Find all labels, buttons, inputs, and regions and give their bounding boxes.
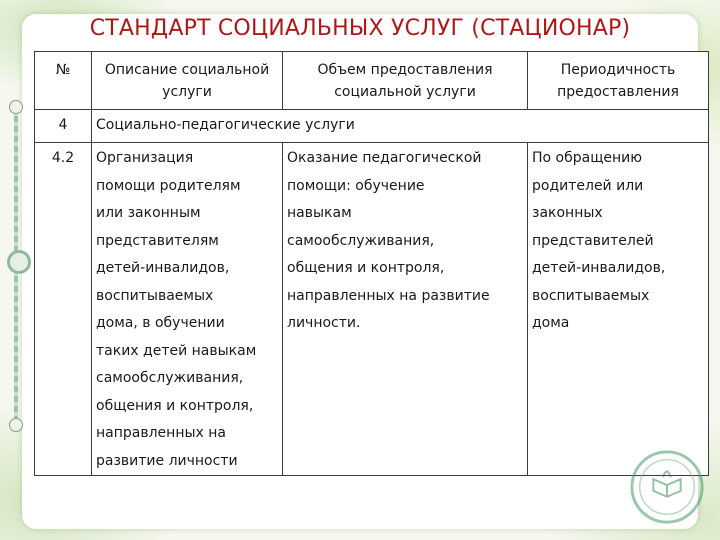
volume-line: самообслуживания, [287, 232, 435, 249]
header-volume: Объем предоставления социальной услуги [283, 52, 528, 110]
description-line: направленных на [96, 425, 226, 441]
volume-line: личности. [287, 315, 361, 331]
description-line: таких детей навыкам [96, 342, 257, 359]
rope-knot [7, 250, 31, 274]
description-line: детей-инвалидов, [96, 260, 230, 276]
periodicity-line: воспитываемых [532, 287, 650, 304]
section-row [35, 110, 709, 143]
page-title: СТАНДАРТ СОЦИАЛЬНЫХ УСЛУГ (СТАЦИОНАР) [89, 16, 631, 41]
volume-line: направленных на развитие [287, 287, 490, 304]
periodicity-line: представителей [532, 232, 654, 249]
periodicity-line: законных [532, 205, 603, 221]
decorative-rope [9, 100, 23, 430]
volume-line: Оказание педагогической [287, 150, 482, 166]
services-table [34, 51, 709, 476]
description-line: дома, в обучении [96, 315, 225, 331]
description-line: представителям [96, 232, 219, 249]
section-label: Социально-педагогические услуги [92, 110, 709, 143]
periodicity-line: детей-инвалидов, [532, 260, 666, 276]
header-description: Описание социальной услуги [92, 52, 283, 110]
volume-line: помощи: обучение [287, 177, 425, 194]
row-description [92, 143, 283, 476]
table-header-row [35, 52, 709, 110]
rope-bead-top [9, 100, 23, 114]
row-volume [283, 143, 528, 476]
periodicity-line: По обращению [532, 150, 643, 166]
table-row [35, 143, 709, 476]
description-line: развитие личности [96, 452, 238, 469]
volume-line: навыкам [287, 205, 352, 221]
description-line: самообслуживания, [96, 370, 244, 386]
volume-line: общения и контроля, [287, 260, 445, 276]
rope-bead-bottom [9, 418, 23, 432]
row-number: 4.2 [35, 143, 92, 476]
header-periodicity: Периодичность предоставления [528, 52, 709, 110]
description-line: воспитываемых [96, 287, 214, 304]
section-number: 4 [35, 110, 92, 143]
row-periodicity [528, 143, 709, 476]
description-line: или законным [96, 205, 201, 221]
periodicity-line: дома [532, 315, 570, 331]
emblem-icon [628, 448, 706, 526]
header-number: № [35, 52, 92, 110]
periodicity-line: родителей или [532, 177, 644, 194]
description-line: помощи родителям [96, 177, 241, 194]
description-line: общения и контроля, [96, 397, 254, 414]
description-line: Организация [96, 150, 194, 166]
